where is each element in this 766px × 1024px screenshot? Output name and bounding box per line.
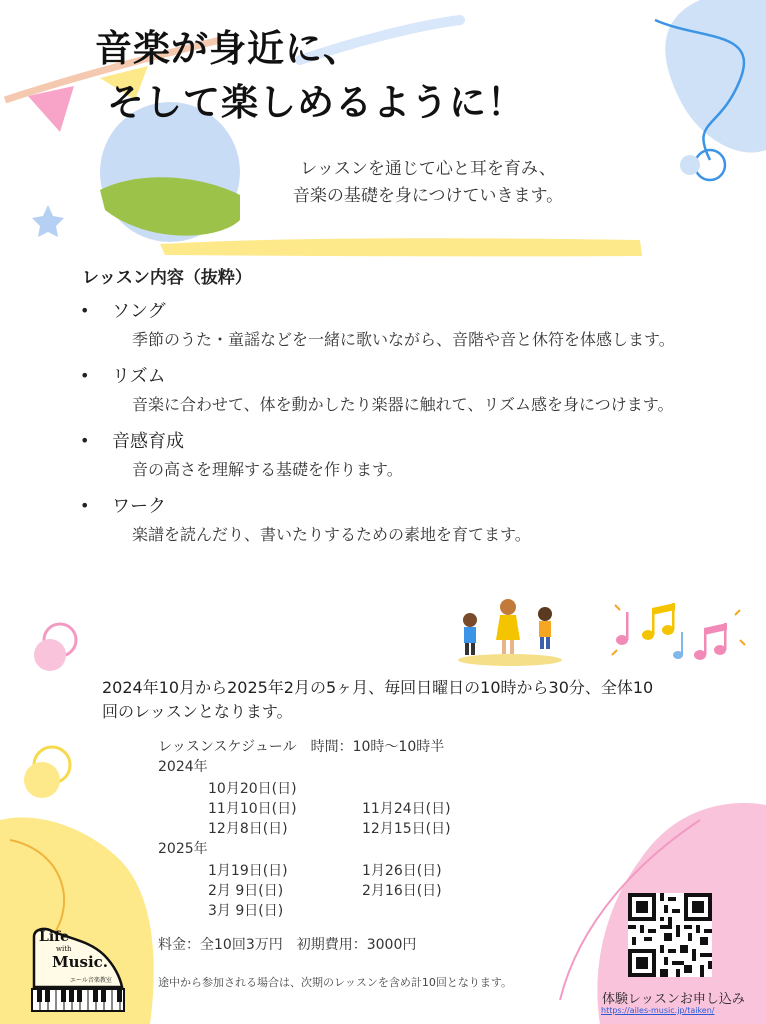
year-2024-label: 2024年 bbox=[158, 759, 208, 775]
lesson-item-desc: 季節のうた・童謡などを一緒に歌いながら、音階や音と休符を体感します。 bbox=[132, 330, 675, 349]
lesson-item-work bbox=[80, 490, 720, 547]
trial-lesson-link[interactable]: https://ailes-music.jp/taiken/ bbox=[601, 1006, 715, 1015]
schedule-date: 10月20日(日) bbox=[208, 781, 297, 797]
schedule-date: 11月24日(日) bbox=[362, 801, 451, 817]
school-logo bbox=[30, 925, 126, 1013]
subtitle bbox=[228, 156, 628, 210]
schedule-date: 2月 9日(日) bbox=[208, 883, 284, 899]
bullet-icon: • bbox=[80, 495, 90, 515]
qr-code[interactable] bbox=[628, 893, 712, 977]
lesson-item-desc: 楽譜を読んだり、書いたりするための素地を育てます。 bbox=[132, 525, 531, 544]
trial-lesson-apply-label: 体験レッスンお申し込み bbox=[602, 992, 745, 1007]
schedule-date: 3月 9日(日) bbox=[208, 903, 284, 919]
subtitle-line-1: レッスンを通じて心と耳を育み、 bbox=[300, 159, 556, 179]
schedule-date: 2月16日(日) bbox=[362, 883, 442, 899]
schedule-date: 12月8日(日) bbox=[208, 821, 288, 837]
yellow-dot-icon bbox=[24, 762, 60, 798]
star-icon bbox=[32, 205, 64, 237]
kids-illustration bbox=[463, 599, 552, 655]
bullet-icon: • bbox=[80, 365, 90, 385]
blue-dot-icon bbox=[680, 155, 700, 175]
yellow-brush-stroke bbox=[160, 238, 642, 256]
lesson-item-desc: 音の高さを理解する基礎を作ります。 bbox=[132, 460, 403, 479]
bullet-icon: • bbox=[80, 300, 90, 320]
music-notes-icon bbox=[612, 603, 745, 660]
schedule-date: 1月26日(日) bbox=[362, 863, 442, 879]
subtitle-line-2: 音楽の基礎を身につけていきます。 bbox=[292, 186, 564, 206]
lesson-item-song bbox=[80, 295, 720, 352]
lesson-item-rhythm bbox=[80, 360, 720, 417]
logo-text-with: with bbox=[56, 945, 72, 953]
lesson-item-name: ワーク bbox=[112, 496, 166, 517]
schedule-date: 12月15日(日) bbox=[362, 821, 451, 837]
lesson-item-name: リズム bbox=[112, 366, 166, 387]
lesson-item-ear-training bbox=[80, 425, 720, 482]
fee-info: 料金：全10回3万円 初期費用：3000円 bbox=[158, 937, 417, 953]
lesson-items-list bbox=[80, 295, 720, 555]
lesson-content-heading: レッスン内容（抜粋） bbox=[82, 268, 252, 288]
lesson-item-name: 音感育成 bbox=[112, 431, 184, 452]
ground-ellipse bbox=[458, 654, 562, 666]
lesson-item-name: ソング bbox=[112, 301, 166, 322]
pink-dot-icon bbox=[34, 639, 66, 671]
lesson-item-desc: 音楽に合わせて、体を動かしたり楽器に触れて、リズム感を身につけます。 bbox=[132, 395, 674, 414]
blue-blob-top-right bbox=[665, 0, 766, 153]
page-title bbox=[95, 22, 525, 130]
schedule-date: 1月19日(日) bbox=[208, 863, 288, 879]
schedule-intro: 2024年10月から2025年2月の5ヶ月、毎回日曜日の10時から30分、全体10回のレッスンとなります。 bbox=[102, 678, 654, 721]
title-line-2: そして楽しめるように！ bbox=[107, 81, 525, 124]
logo-text-school: エール音楽教室 bbox=[70, 977, 112, 984]
schedule-heading: レッスンスケジュール 時間：10時〜10時半 bbox=[158, 739, 445, 755]
logo-text-life: Life bbox=[39, 929, 70, 945]
schedule-date: 11月10日(日) bbox=[208, 801, 297, 817]
logo-text-music: Music. bbox=[52, 953, 109, 971]
year-2025-label: 2025年 bbox=[158, 841, 208, 857]
participation-note: 途中から参加される場合は、次期のレッスンを含め計10回となります。 bbox=[158, 976, 513, 989]
title-line-1: 音楽が身近に、 bbox=[95, 27, 361, 70]
bullet-icon: • bbox=[80, 430, 90, 450]
